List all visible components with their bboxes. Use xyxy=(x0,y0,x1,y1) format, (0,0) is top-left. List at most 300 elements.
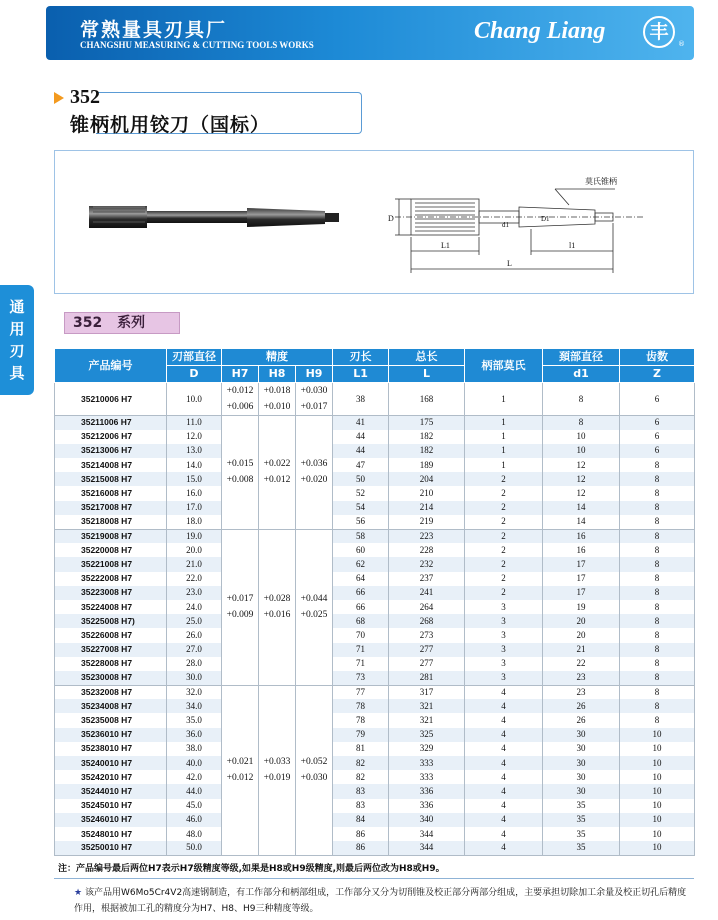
diameter-cell: 28.0 xyxy=(167,657,222,671)
product-code-cell: 35227008 H7 xyxy=(55,643,167,657)
morse-cell: 1 xyxy=(465,383,543,416)
table-row xyxy=(55,657,695,671)
tolerance-upper: +0.033 xyxy=(263,757,291,768)
total-length-cell: 168 xyxy=(389,383,465,416)
teeth-cell: 8 xyxy=(620,657,695,671)
table-row xyxy=(55,515,695,529)
flute-length-cell: 58 xyxy=(333,529,389,543)
total-length-cell: 214 xyxy=(389,501,465,515)
description-text: 该产品用W6Mo5Cr4V2高速钢制造，有工作部分和柄部组成，工作部分又分为切削锥及校正部分两部分组成，主要承担切除加工余量及校正切孔后精度作用，根据被加工孔的精度分为H7、H8、H9三种精度等级。 xyxy=(74,888,687,914)
side-category-tab xyxy=(0,285,34,395)
table-row xyxy=(55,742,695,756)
total-length-cell: 277 xyxy=(389,643,465,657)
teeth-cell: 8 xyxy=(620,628,695,642)
diameter-cell: 23.0 xyxy=(167,586,222,600)
diameter-cell: 48.0 xyxy=(167,827,222,841)
teeth-cell: 8 xyxy=(620,572,695,586)
morse-cell: 3 xyxy=(465,657,543,671)
diameter-cell: 16.0 xyxy=(167,486,222,500)
divider xyxy=(54,878,694,879)
morse-cell: 2 xyxy=(465,586,543,600)
total-length-cell: 264 xyxy=(389,600,465,614)
tolerance-h7-cell xyxy=(222,529,259,685)
teeth-cell: 8 xyxy=(620,671,695,685)
teeth-cell: 10 xyxy=(620,799,695,813)
side-tab-char: 刃 xyxy=(9,342,25,360)
product-code-cell: 35250010 H7 xyxy=(55,841,167,855)
teeth-cell: 8 xyxy=(620,501,695,515)
teeth-cell: 8 xyxy=(620,699,695,713)
diameter-cell: 24.0 xyxy=(167,600,222,614)
neck-diameter-cell: 26 xyxy=(543,699,620,713)
flute-length-cell: 82 xyxy=(333,770,389,784)
neck-diameter-cell: 26 xyxy=(543,713,620,727)
total-length-cell: 321 xyxy=(389,713,465,727)
total-length-cell: 333 xyxy=(389,770,465,784)
flute-length-cell: 84 xyxy=(333,813,389,827)
tolerance-upper: +0.017 xyxy=(226,594,254,605)
neck-diameter-cell: 12 xyxy=(543,458,620,472)
diameter-cell: 44.0 xyxy=(167,784,222,798)
product-code-cell: 35225008 H7) xyxy=(55,614,167,628)
product-code-cell: 35221008 H7 xyxy=(55,557,167,571)
product-illustration xyxy=(55,151,695,295)
reamer-drawing xyxy=(395,189,645,273)
table-row xyxy=(55,458,695,472)
teeth-cell: 6 xyxy=(620,416,695,430)
diameter-cell: 34.0 xyxy=(167,699,222,713)
brand-name: Chang Liang xyxy=(474,18,606,44)
diameter-cell: 12.0 xyxy=(167,430,222,444)
total-length-cell: 189 xyxy=(389,458,465,472)
tolerance-h9-cell xyxy=(296,416,333,530)
total-length-cell: 204 xyxy=(389,472,465,486)
label-morse-taper: 莫氏锥柄 xyxy=(585,177,617,186)
catalog-header xyxy=(46,6,694,60)
flute-length-cell: 54 xyxy=(333,501,389,515)
total-length-cell: 219 xyxy=(389,515,465,529)
diameter-cell: 50.0 xyxy=(167,841,222,855)
tolerance-h8-cell xyxy=(259,416,296,530)
morse-cell: 1 xyxy=(465,416,543,430)
total-length-cell: 336 xyxy=(389,784,465,798)
diameter-cell: 22.0 xyxy=(167,572,222,586)
teeth-cell: 8 xyxy=(620,614,695,628)
tolerance-lower: +0.012 xyxy=(263,475,291,486)
tolerance-upper: +0.052 xyxy=(300,757,328,768)
header-teeth-cn: 齿数 xyxy=(620,349,695,366)
flute-length-cell: 64 xyxy=(333,572,389,586)
neck-diameter-cell: 16 xyxy=(543,543,620,557)
diameter-cell: 42.0 xyxy=(167,770,222,784)
morse-cell: 4 xyxy=(465,685,543,699)
neck-diameter-cell: 30 xyxy=(543,770,620,784)
teeth-cell: 8 xyxy=(620,586,695,600)
neck-diameter-cell: 21 xyxy=(543,643,620,657)
spec-table-body xyxy=(55,383,695,856)
product-code-cell: 35226008 H7 xyxy=(55,628,167,642)
table-row xyxy=(55,827,695,841)
product-code-cell: 35212006 H7 xyxy=(55,430,167,444)
label-d1: d1 xyxy=(502,221,509,229)
header-neck-diameter: d1 xyxy=(543,366,620,383)
product-code-cell: 35210006 H7 xyxy=(55,383,167,416)
teeth-cell: 10 xyxy=(620,813,695,827)
total-length-cell: 175 xyxy=(389,416,465,430)
header-morse: 柄部莫氏 xyxy=(465,349,543,383)
tolerance-lower: +0.020 xyxy=(300,475,328,486)
header-code: 产品编号 xyxy=(55,349,167,383)
total-length-cell: 325 xyxy=(389,728,465,742)
total-length-cell: 333 xyxy=(389,756,465,770)
diameter-cell: 10.0 xyxy=(167,383,222,416)
table-row xyxy=(55,770,695,784)
company-name-cn: 常熟量具刃具厂 xyxy=(80,19,228,41)
product-code-cell: 35244010 H7 xyxy=(55,784,167,798)
total-length-cell: 241 xyxy=(389,586,465,600)
morse-cell: 3 xyxy=(465,671,543,685)
teeth-cell: 8 xyxy=(620,515,695,529)
total-length-cell: 232 xyxy=(389,557,465,571)
diameter-cell: 11.0 xyxy=(167,416,222,430)
neck-diameter-cell: 12 xyxy=(543,472,620,486)
table-row xyxy=(55,799,695,813)
tolerance-upper: +0.021 xyxy=(226,757,254,768)
product-code-cell: 35214008 H7 xyxy=(55,458,167,472)
table-row xyxy=(55,572,695,586)
header-teeth: Z xyxy=(620,366,695,383)
morse-cell: 4 xyxy=(465,728,543,742)
product-code-cell: 35242010 H7 xyxy=(55,770,167,784)
tolerance-lower: +0.025 xyxy=(300,610,328,621)
flute-length-cell: 82 xyxy=(333,756,389,770)
flute-length-cell: 62 xyxy=(333,557,389,571)
diameter-cell: 27.0 xyxy=(167,643,222,657)
neck-diameter-cell: 35 xyxy=(543,827,620,841)
morse-cell: 2 xyxy=(465,472,543,486)
neck-diameter-cell: 19 xyxy=(543,600,620,614)
product-code-cell: 35234008 H7 xyxy=(55,699,167,713)
table-row xyxy=(55,430,695,444)
tolerance-lower: +0.016 xyxy=(263,610,291,621)
flute-length-cell: 52 xyxy=(333,486,389,500)
morse-cell: 4 xyxy=(465,699,543,713)
product-code-cell: 35235008 H7 xyxy=(55,713,167,727)
neck-diameter-cell: 17 xyxy=(543,557,620,571)
product-code-cell: 35215008 H7 xyxy=(55,472,167,486)
product-code-cell: 35232008 H7 xyxy=(55,685,167,699)
title-arrow-icon xyxy=(54,92,64,104)
neck-diameter-cell: 20 xyxy=(543,614,620,628)
tolerance-h7-cell xyxy=(222,383,259,416)
flute-length-cell: 78 xyxy=(333,699,389,713)
morse-cell: 3 xyxy=(465,600,543,614)
table-row xyxy=(55,756,695,770)
teeth-cell: 6 xyxy=(620,444,695,458)
neck-diameter-cell: 14 xyxy=(543,515,620,529)
morse-cell: 2 xyxy=(465,572,543,586)
product-code-cell: 35238010 H7 xyxy=(55,742,167,756)
total-length-cell: 344 xyxy=(389,841,465,855)
flute-length-cell: 44 xyxy=(333,430,389,444)
flute-length-cell: 47 xyxy=(333,458,389,472)
table-row xyxy=(55,529,695,543)
tolerance-h7-cell xyxy=(222,685,259,855)
diameter-cell: 15.0 xyxy=(167,472,222,486)
tolerance-h7-cell xyxy=(222,416,259,530)
table-row xyxy=(55,383,695,416)
flute-length-cell: 66 xyxy=(333,586,389,600)
total-length-cell: 210 xyxy=(389,486,465,500)
tolerance-lower: +0.019 xyxy=(263,773,291,784)
morse-cell: 4 xyxy=(465,827,543,841)
total-length-cell: 182 xyxy=(389,444,465,458)
total-length-cell: 182 xyxy=(389,430,465,444)
morse-cell: 2 xyxy=(465,557,543,571)
table-row xyxy=(55,586,695,600)
diameter-cell: 13.0 xyxy=(167,444,222,458)
flute-length-cell: 83 xyxy=(333,799,389,813)
table-row xyxy=(55,728,695,742)
table-row xyxy=(55,444,695,458)
total-length-cell: 344 xyxy=(389,827,465,841)
table-row xyxy=(55,472,695,486)
table-row xyxy=(55,628,695,642)
total-length-cell: 268 xyxy=(389,614,465,628)
product-code-cell: 35246010 H7 xyxy=(55,813,167,827)
flute-length-cell: 71 xyxy=(333,657,389,671)
product-code-cell: 35240010 H7 xyxy=(55,756,167,770)
tolerance-lower: +0.006 xyxy=(226,402,254,412)
morse-cell: 4 xyxy=(465,799,543,813)
teeth-cell: 10 xyxy=(620,728,695,742)
header-diameter-cn: 刃部直径 xyxy=(167,349,222,366)
morse-cell: 4 xyxy=(465,784,543,798)
product-code-cell: 35222008 H7 xyxy=(55,572,167,586)
flute-length-cell: 81 xyxy=(333,742,389,756)
diameter-cell: 26.0 xyxy=(167,628,222,642)
neck-diameter-cell: 35 xyxy=(543,799,620,813)
morse-cell: 2 xyxy=(465,529,543,543)
tolerance-lower: +0.008 xyxy=(226,475,254,486)
neck-diameter-cell: 22 xyxy=(543,657,620,671)
diameter-cell: 35.0 xyxy=(167,713,222,727)
table-row xyxy=(55,600,695,614)
diameter-cell: 45.0 xyxy=(167,799,222,813)
product-code-cell: 35211006 H7 xyxy=(55,416,167,430)
flute-length-cell: 66 xyxy=(333,600,389,614)
diameter-cell: 30.0 xyxy=(167,671,222,685)
product-code-cell: 35216008 H7 xyxy=(55,486,167,500)
total-length-cell: 277 xyxy=(389,657,465,671)
morse-cell: 1 xyxy=(465,458,543,472)
total-length-cell: 228 xyxy=(389,543,465,557)
product-image-panel xyxy=(54,150,694,294)
morse-cell: 4 xyxy=(465,756,543,770)
diameter-cell: 38.0 xyxy=(167,742,222,756)
morse-cell: 4 xyxy=(465,742,543,756)
table-row xyxy=(55,713,695,727)
series-text: 系列 xyxy=(117,315,146,331)
neck-diameter-cell: 12 xyxy=(543,486,620,500)
side-tab-char: 用 xyxy=(9,320,25,338)
diameter-cell: 32.0 xyxy=(167,685,222,699)
teeth-cell: 10 xyxy=(620,756,695,770)
neck-diameter-cell: 20 xyxy=(543,628,620,642)
flute-length-cell: 79 xyxy=(333,728,389,742)
morse-cell: 4 xyxy=(465,841,543,855)
neck-diameter-cell: 10 xyxy=(543,430,620,444)
tolerance-upper: +0.018 xyxy=(263,386,291,396)
table-row xyxy=(55,643,695,657)
neck-diameter-cell: 23 xyxy=(543,671,620,685)
header-flute-length-cn: 刃长 xyxy=(333,349,389,366)
table-row xyxy=(55,813,695,827)
label-d1-upper: D1 xyxy=(541,215,550,223)
table-row xyxy=(55,501,695,515)
table-row xyxy=(55,416,695,430)
product-code-cell: 35213006 H7 xyxy=(55,444,167,458)
total-length-cell: 281 xyxy=(389,671,465,685)
product-code-cell: 35219008 H7 xyxy=(55,529,167,543)
morse-cell: 2 xyxy=(465,543,543,557)
tolerance-upper: +0.036 xyxy=(300,459,328,470)
teeth-cell: 8 xyxy=(620,600,695,614)
table-row xyxy=(55,557,695,571)
table-row xyxy=(55,486,695,500)
label-l1: l1 xyxy=(569,241,576,250)
diameter-cell: 19.0 xyxy=(167,529,222,543)
total-length-cell: 317 xyxy=(389,685,465,699)
tolerance-upper: +0.044 xyxy=(300,594,328,605)
header-total-length: L xyxy=(389,366,465,383)
teeth-cell: 8 xyxy=(620,685,695,699)
series-label xyxy=(64,312,180,334)
table-row xyxy=(55,614,695,628)
teeth-cell: 8 xyxy=(620,713,695,727)
flute-length-cell: 73 xyxy=(333,671,389,685)
neck-diameter-cell: 35 xyxy=(543,841,620,855)
diameter-cell: 21.0 xyxy=(167,557,222,571)
series-number: 352 xyxy=(73,315,103,331)
flute-length-cell: 56 xyxy=(333,515,389,529)
label-l: L xyxy=(507,259,512,268)
product-code-cell: 35223008 H7 xyxy=(55,586,167,600)
table-row xyxy=(55,543,695,557)
star-icon: ★ xyxy=(74,888,83,898)
total-length-cell: 340 xyxy=(389,813,465,827)
teeth-cell: 8 xyxy=(620,472,695,486)
neck-diameter-cell: 23 xyxy=(543,685,620,699)
spec-table xyxy=(54,348,695,856)
morse-cell: 3 xyxy=(465,614,543,628)
neck-diameter-cell: 30 xyxy=(543,756,620,770)
header-h7: H7 xyxy=(222,366,259,383)
label-l1-upper: L1 xyxy=(441,241,450,250)
reamer-photo xyxy=(89,206,339,228)
neck-diameter-cell: 30 xyxy=(543,742,620,756)
product-code-cell: 35220008 H7 xyxy=(55,543,167,557)
morse-cell: 2 xyxy=(465,501,543,515)
teeth-cell: 10 xyxy=(620,770,695,784)
teeth-cell: 8 xyxy=(620,543,695,557)
header-flute-length: L1 xyxy=(333,366,389,383)
tolerance-h8-cell xyxy=(259,529,296,685)
flute-length-cell: 60 xyxy=(333,543,389,557)
diameter-cell: 14.0 xyxy=(167,458,222,472)
tolerance-h8-cell xyxy=(259,685,296,855)
tolerance-upper: +0.012 xyxy=(226,386,254,396)
teeth-cell: 8 xyxy=(620,458,695,472)
product-code-cell: 35218008 H7 xyxy=(55,515,167,529)
teeth-cell: 8 xyxy=(620,643,695,657)
product-code-cell: 35236010 H7 xyxy=(55,728,167,742)
neck-diameter-cell: 8 xyxy=(543,383,620,416)
teeth-cell: 10 xyxy=(620,784,695,798)
tolerance-h9-cell xyxy=(296,685,333,855)
product-code-cell: 35224008 H7 xyxy=(55,600,167,614)
table-row xyxy=(55,784,695,798)
side-tab-char: 通 xyxy=(9,298,25,316)
table-row xyxy=(55,841,695,855)
neck-diameter-cell: 35 xyxy=(543,813,620,827)
tolerance-upper: +0.028 xyxy=(263,594,291,605)
tolerance-upper: +0.015 xyxy=(226,459,254,470)
morse-cell: 4 xyxy=(465,770,543,784)
total-length-cell: 237 xyxy=(389,572,465,586)
header-h9: H9 xyxy=(296,366,333,383)
diameter-cell: 17.0 xyxy=(167,501,222,515)
morse-cell: 3 xyxy=(465,643,543,657)
label-d: D xyxy=(388,214,394,223)
flute-length-cell: 44 xyxy=(333,444,389,458)
header-neck-diameter-cn: 頚部直径 xyxy=(543,349,620,366)
side-tab-char: 具 xyxy=(9,364,25,382)
neck-diameter-cell: 17 xyxy=(543,586,620,600)
tolerance-lower: +0.012 xyxy=(226,773,254,784)
total-length-cell: 223 xyxy=(389,529,465,543)
flute-length-cell: 77 xyxy=(333,685,389,699)
tolerance-lower: +0.009 xyxy=(226,610,254,621)
teeth-cell: 10 xyxy=(620,841,695,855)
neck-diameter-cell: 16 xyxy=(543,529,620,543)
tolerance-lower: +0.010 xyxy=(263,402,291,412)
tolerance-upper: +0.030 xyxy=(300,386,328,396)
flute-length-cell: 41 xyxy=(333,416,389,430)
teeth-cell: 10 xyxy=(620,742,695,756)
neck-diameter-cell: 30 xyxy=(543,728,620,742)
header-total-length-cn: 总长 xyxy=(389,349,465,366)
product-code-cell: 35248010 H7 xyxy=(55,827,167,841)
registered-mark: ® xyxy=(678,40,685,48)
footnote: 注：产品编号最后两位H7表示H7级精度等级,如果是H8或H9级精度,则最后两位改为H8或H9。 xyxy=(58,864,445,874)
table-row xyxy=(55,671,695,685)
tolerance-h9-cell xyxy=(296,383,333,416)
tolerance-lower: +0.017 xyxy=(300,402,328,412)
tolerance-h9-cell xyxy=(296,529,333,685)
teeth-cell: 10 xyxy=(620,827,695,841)
morse-cell: 1 xyxy=(465,444,543,458)
neck-diameter-cell: 17 xyxy=(543,572,620,586)
flute-length-cell: 71 xyxy=(333,643,389,657)
total-length-cell: 273 xyxy=(389,628,465,642)
flute-length-cell: 86 xyxy=(333,827,389,841)
morse-cell: 4 xyxy=(465,813,543,827)
morse-cell: 4 xyxy=(465,713,543,727)
product-description xyxy=(74,885,692,917)
morse-cell: 2 xyxy=(465,515,543,529)
header-h8: H8 xyxy=(259,366,296,383)
